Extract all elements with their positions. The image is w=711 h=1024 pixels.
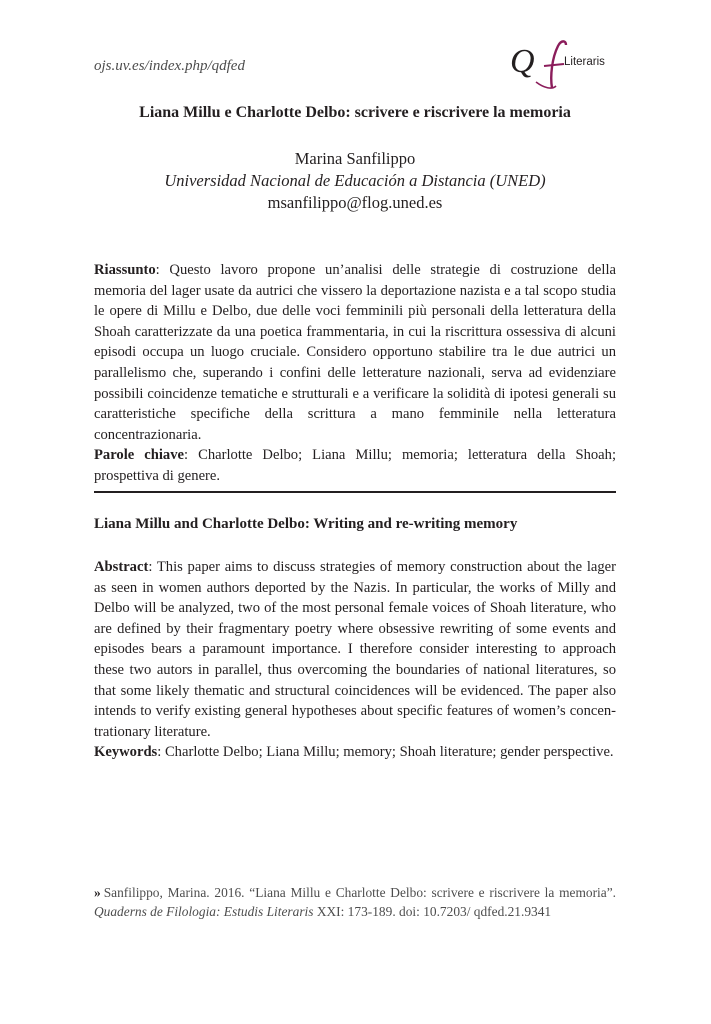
section-divider xyxy=(94,491,616,493)
author-name: Marina Sanfilippo xyxy=(294,149,416,168)
english-title: Liana Millu and Charlotte Delbo: Writing and re-writing memory xyxy=(94,516,518,532)
riassunto-text: : Questo lavoro propone un’analisi delle strategie di costruzione della memoria del lager usate da autrici che vissero la deportazione nazista e a tal scopo studia le opere di Millu e Delbo, due delle voci femminili più personali della letteratura della Shoah caratterizzate da una poetica frammentaria, in cui la riscrittura ossessiva di alcuni episodi occupa un luogo cruciale. Considero opportuno stabilire tra le due autrici un parallelismo che, superando i confini delle letterature nazionali, serva ad evidenziare possibili coincidenze tematiche e strutturali e a verificare la solidità di ipotesi generali su caratteristiche specifiche della scrittura a mano femminile nella letteratura concentrazionaria. xyxy=(94,262,616,443)
citation-journal: Quaderns de Filologia: Estudis Literaris xyxy=(94,904,314,919)
keywords-label: Keywords xyxy=(94,744,158,761)
journal-url[interactable]: ojs.uv.es/index.php/qdfed xyxy=(94,58,245,74)
italian-abstract xyxy=(94,260,616,487)
riassunto-label: Riassunto xyxy=(94,262,156,278)
svg-text:Q: Q xyxy=(510,43,535,80)
english-abstract xyxy=(94,557,616,763)
abstract-text: : This paper aims to discuss strategies of memory construction about the lager as seen in women authors deported by the Nazis. In particular, the works of Milly and Delbo will be analyzed, two of the most personal female voices of Shoah literature, who are defined by their fragmentary poetry where obsessive rewriting of some events and episodes bears a paramount importance. I therefore consider interesting to approach these two autors in parallel, thus overcoming the boundaries of national literatures, so that some likely thematic and structural coincidences will be evidenced. The paper also intends to verify existing general hypotheses about specific features of women’s concentrationary literature. xyxy=(94,559,616,740)
citation-prefix: Sanfilippo, Marina. 2016. “Liana Millu e Charlotte Delbo: scrivere e riscrivere la memoria”. xyxy=(103,885,616,900)
author-affiliation: Universidad Nacional de Educación a Distancia (UNED) xyxy=(164,171,546,190)
citation-footnote xyxy=(94,883,616,921)
abstract-label: Abstract xyxy=(94,559,149,575)
article-title: Liana Millu e Charlotte Delbo: scrivere e riscrivere la memoria xyxy=(139,104,571,121)
parole-chiave-label: Parole chiave xyxy=(94,447,185,464)
logo-text: Literaris xyxy=(564,56,605,68)
citation-marker-icon: » xyxy=(94,885,101,900)
parole-chiave-text: : Charlotte Delbo; Liana Millu; memoria; letteratura della Shoah; prospettiva di genere. xyxy=(94,447,617,484)
author-email[interactable]: msanfilippo@flog.uned.es xyxy=(267,193,443,212)
author-block xyxy=(94,148,616,214)
keywords-text: : Charlotte Delbo; Liana Millu; memory; Shoah literature; gender perspective. xyxy=(157,744,614,761)
citation-suffix[interactable]: XXI: 173-189. doi: 10.7203/ qdfed.21.9341 xyxy=(313,904,552,919)
